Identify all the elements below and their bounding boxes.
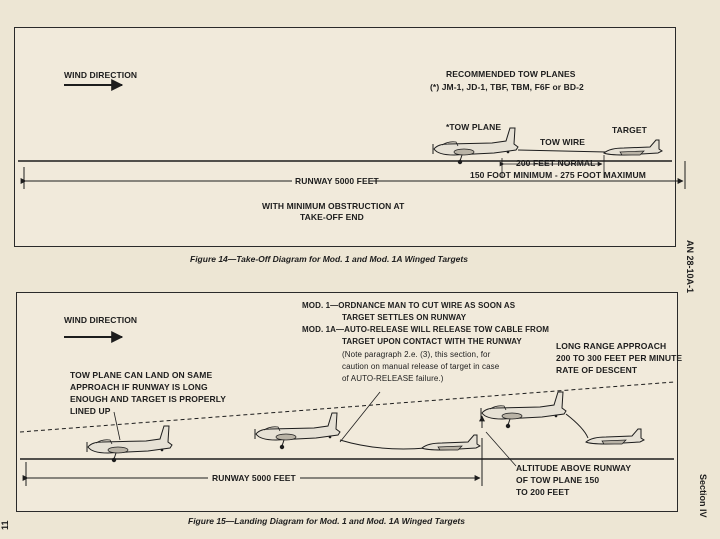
target-label: TARGET	[612, 125, 647, 135]
landed-target-glider	[422, 435, 480, 450]
note-line-3: MOD. 1A—AUTO-RELEASE WILL RELEASE TOW CABLE FROM	[302, 325, 550, 334]
figure-14-caption: Figure 14—Take-Off Diagram for Mod. 1 and Mod. 1A Winged Targets	[190, 254, 468, 264]
approach-line-1: LONG RANGE APPROACH	[556, 341, 667, 351]
target-glider-14	[604, 140, 662, 155]
high-target-glider	[586, 429, 644, 444]
high-tow-plane	[481, 392, 566, 428]
tow-wire-label: TOW WIRE	[540, 137, 586, 147]
page-number: 11	[0, 520, 10, 530]
note-line-1: MOD. 1—ORDNANCE MAN TO CUT WIRE AS SOON AS	[302, 301, 516, 310]
note-line-5: (Note paragraph 2.e. (3), this section, for	[342, 350, 491, 359]
note-line-6: caution on manual release of target in case	[342, 362, 500, 371]
runway-label-14: RUNWAY 5000 FEET	[295, 176, 379, 186]
altitude-line-2: OF TOW PLANE 150	[516, 475, 600, 485]
recommended-title: RECOMMENDED TOW PLANES	[446, 69, 576, 79]
approaching-tow-plane	[255, 413, 340, 449]
figure-15-caption: Figure 15—Landing Diagram for Mod. 1 and Mod. 1A Winged Targets	[188, 516, 465, 526]
approach-line-2: 200 TO 300 FEET PER MINUTE	[556, 353, 683, 363]
landed-tow-plane	[87, 426, 172, 462]
wind-direction-label-15: WIND DIRECTION	[64, 315, 138, 325]
approach-line-3: RATE OF DESCENT	[556, 365, 638, 375]
tow-plane-label: *TOW PLANE	[446, 122, 502, 132]
obstruction-line-1: WITH MINIMUM OBSTRUCTION AT	[262, 201, 405, 211]
tow-land-line-4: LINED UP	[70, 406, 111, 416]
tow-land-line-1: TOW PLANE CAN LAND ON SAME	[70, 370, 213, 380]
tow-plane-14	[433, 128, 518, 164]
section-label: Section IV	[698, 474, 708, 518]
wind-direction-label-14: WIND DIRECTION	[64, 70, 138, 80]
distance-range: 150 FOOT MINIMUM - 275 FOOT MAXIMUM	[470, 170, 646, 180]
altitude-line-3: TO 200 FEET	[516, 487, 570, 497]
note-line-7: of AUTO-RELEASE failure.)	[342, 374, 444, 383]
tow-wire-14	[518, 150, 606, 152]
tow-land-line-3: ENOUGH AND TARGET IS PROPERLY	[70, 394, 227, 404]
note-line-2: TARGET SETTLES ON RUNWAY	[342, 313, 467, 322]
recommended-list: (*) JM-1, JD-1, TBF, TBM, F6F or BD-2	[430, 82, 584, 92]
altitude-line-1: ALTITUDE ABOVE RUNWAY	[516, 463, 632, 473]
tow-land-line-2: APPROACH IF RUNWAY IS LONG	[70, 382, 208, 392]
obstruction-line-2: TAKE-OFF END	[300, 212, 364, 222]
runway-label-15: RUNWAY 5000 FEET	[212, 473, 296, 483]
distance-normal: 200 FEET NORMAL	[516, 158, 596, 168]
note-line-4: TARGET UPON CONTACT WITH THE RUNWAY	[342, 337, 522, 346]
document-number: AN 28-10A-1	[685, 240, 695, 294]
